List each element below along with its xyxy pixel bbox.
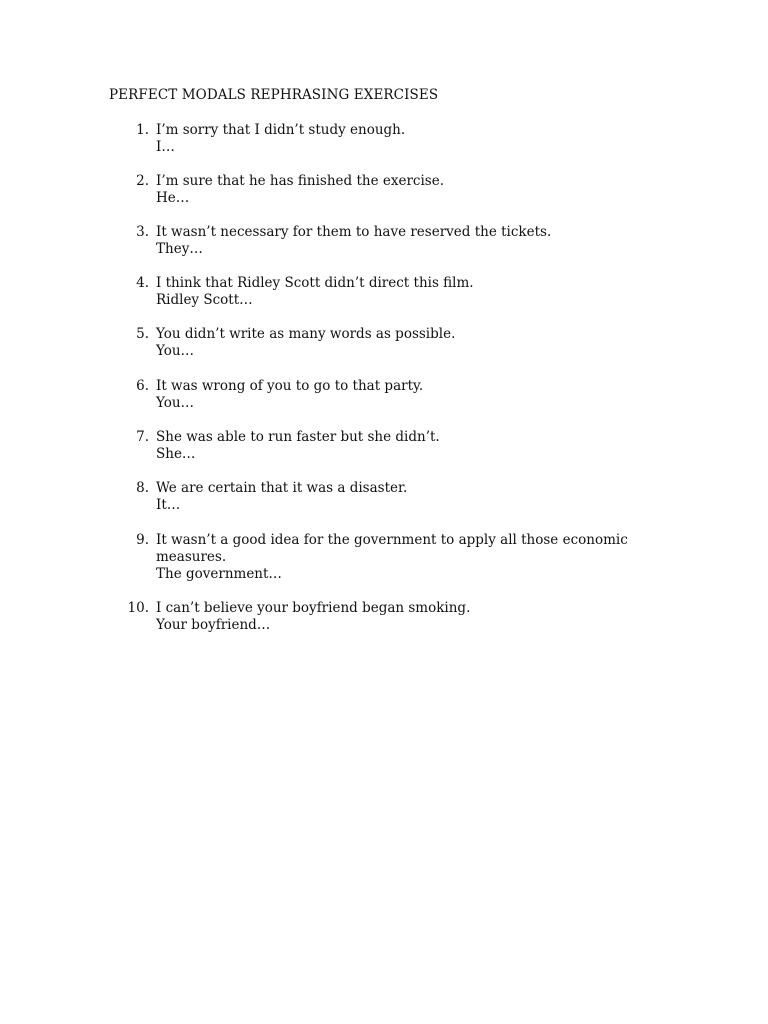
item-sentence: I’m sure that he has finished the exercise. (156, 173, 444, 189)
item-sentence-continued: measures. (156, 549, 227, 565)
item-number: 4. (136, 275, 149, 291)
item-prompt: I… (156, 139, 175, 155)
item-sentence: It was wrong of you to go to that party. (156, 378, 424, 394)
item-prompt: You… (156, 343, 195, 359)
item-number: 7. (136, 429, 149, 445)
item-sentence: I’m sorry that I didn’t study enough. (156, 122, 406, 138)
item-prompt: It… (156, 497, 181, 513)
item-prompt: She… (156, 446, 196, 462)
item-number: 3. (136, 224, 149, 240)
item-number: 5. (136, 326, 149, 342)
item-sentence: We are certain that it was a disaster. (156, 480, 408, 496)
item-sentence: It wasn’t necessary for them to have reserved the tickets. (156, 224, 552, 240)
item-prompt: Your boyfriend… (156, 617, 271, 633)
item-prompt: You… (156, 395, 195, 411)
item-sentence: I think that Ridley Scott didn’t direct this film. (156, 275, 474, 291)
item-prompt: The government… (156, 566, 282, 582)
item-number: 8. (136, 480, 149, 496)
item-prompt: Ridley Scott… (156, 292, 253, 308)
item-number: 6. (136, 378, 149, 394)
item-number: 1. (136, 122, 149, 138)
item-number: 9. (136, 532, 149, 548)
item-number: 10. (127, 600, 149, 616)
item-prompt: They… (156, 241, 203, 257)
item-number: 2. (136, 173, 149, 189)
item-sentence: You didn’t write as many words as possible. (156, 326, 456, 342)
item-sentence: It wasn’t a good idea for the government to apply all those economic (156, 532, 628, 548)
item-prompt: He… (156, 190, 190, 206)
page-title: PERFECT MODALS REPHRASING EXERCISES (109, 87, 439, 103)
item-sentence: She was able to run faster but she didn’t. (156, 429, 440, 445)
item-sentence: I can’t believe your boyfriend began smoking. (156, 600, 471, 616)
